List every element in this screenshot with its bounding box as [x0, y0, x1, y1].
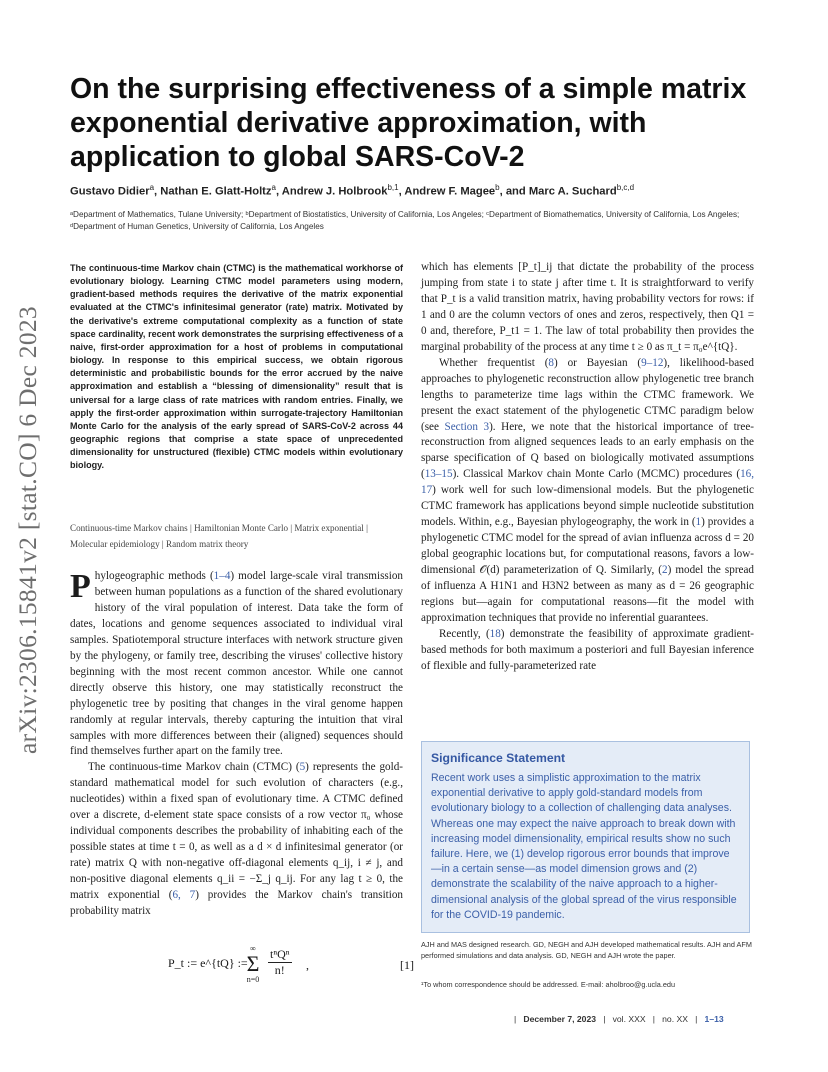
arxiv-id: arXiv:2306.15841v2 [stat.CO] 6 Dec 2023	[13, 306, 42, 754]
equation-lhs: P_t := e^{tQ} :=	[168, 956, 248, 970]
footer-number: no. XX	[662, 1014, 688, 1024]
affiliations: ᵃDepartment of Mathematics, Tulane University; ᵇDepartment of Biostatistics, University of California, Los Angeles; ᶜDepartment of Biomathematics, University of California, Los Angeles; ᵈDepartment of Human Genetics, University of California, Los Angeles	[70, 210, 740, 231]
text-run: ) work well for such low-dimensional models. But the phylogenetic CTMC framework has applications beyond simple nucleotide substitution models. Within, e.g., Bayesian phylogeography, the work in (	[421, 484, 754, 529]
citation-link[interactable]: 18	[489, 627, 501, 640]
author-contributions: AJH and MAS designed research. GD, NEGH and AJH developed mathematical results. AJH and AFM performed simulations and data analysis. GD, NEGH and AJH wrote the paper.	[421, 940, 752, 960]
text-run: Whether frequentist (	[439, 356, 549, 369]
section-link[interactable]: Section 3	[444, 420, 490, 433]
text-run: ). Classical Markov chain Monte Carlo (MCMC) procedures (	[452, 468, 741, 481]
footer-separator: |	[514, 1014, 517, 1024]
citation-link[interactable]: 1	[695, 516, 702, 529]
text-run: The continuous-time Markov chain (CTMC) (	[88, 761, 300, 774]
citation-link[interactable]: 16, 17	[421, 468, 754, 497]
equation-1	[70, 944, 414, 992]
text-run: hylogeographic methods (	[94, 570, 214, 582]
abstract: The continuous-time Markov chain (CTMC) is the mathematical workhorse of evolutionary biology. Learning CTMC model parameters using modern, gradient-based methods requires the derivative of the matrix exponential evaluated at the CTMC's infinitesimal generator (rate) matrix. Motivated by the derivative's extreme computational complexity as a function of state space cardinality, recent work demonstrates the surprising effectiveness of a naive, first-order approximation for a host of problems in computational biology. In response to this empirical success, we obtain rigorous deterministic and probabilistic bounds for the error accrued by the naive approximation and establish a “blessing of dimensionality” result that is universal for a large class of rate matrices with random entries. Finally, we apply the first-order approximation within surrogate-trajectory Hamiltonian Monte Carlo for the analysis of the early spread of SARS-CoV-2 across 44 geographic regions that comprise a state space of unprecedented dimensionality for unstructured (flexible) CTMC models within evolutionary biology.	[70, 263, 403, 471]
fraction-denominator: n!	[274, 963, 285, 977]
author-name: Gustavo Didier	[70, 185, 150, 198]
text-run: Recently, (	[439, 627, 490, 640]
citation-link[interactable]: 9–12	[641, 356, 664, 369]
text-run: ), likelihood-based approaches to phylogenetic reconstruction allow phylogenetic tree branch lengths to parameterize time lags within the CTMC framework. We present the exact statement of the phylogenetic CTMC paradigm below (see	[421, 356, 754, 433]
significance-heading: Significance Statement	[431, 751, 566, 765]
fraction	[268, 947, 292, 978]
text-run: ) or Bayesian (	[554, 356, 642, 369]
sum-symbol: Σ	[246, 951, 260, 976]
author-affil-mark: a	[271, 183, 276, 192]
author-affil-mark: b	[495, 183, 500, 192]
body-right-column	[421, 260, 754, 675]
transition-paragraph: which has elements [P_t]_ij that dictate the probability of the process jumping from state i to state j after time t. It is straightforward to verify that P_t is a valid transition matrix, having probability vectors for rows: if 1 and 0 are the column vectors of ones and zeros, respectively, then Q1 = 0 and, therefore, P_t1 = 1. The law of total probability then provides the marginal probability of the process at any time t ≥ 0 as π_t = π₀e^{tQ}.	[421, 261, 754, 353]
footer-date: December 7, 2023	[523, 1014, 597, 1024]
drop-cap: P	[70, 568, 91, 605]
text-run: ) demonstrate the feasibility of approximate gradient-based methods for both maximum a posteriori and full Bayesian inference of flexible and fully-parameterized rate	[421, 627, 754, 672]
text-run: ) provides the Markov chain's transition probability matrix	[70, 889, 403, 918]
page-footer	[514, 1014, 724, 1024]
footer-pages[interactable]: 1–13	[704, 1014, 724, 1024]
author-affil-mark: a	[149, 183, 155, 192]
text-run: ) model large-scale viral transmission between human populations as a function of the shared evolutionary history of the viral population of interest. Data take the form of dates, locations and genome sequences associated to individual viral samples. Spatiotemporal structure interfaces with network structure given by the phylogeny, or family tree, describing the viruses' collective history beginning with the most recent common ancestor. While one cannot directly observe this history, one may statistically reconstruct the phylogenetic tree by positing that changes in the viral genome happen randomly at regular intervals, thereby capturing the intuition that viral samples with more differences between their (aligned) sequences should find themselves further apart on the family tree.	[70, 570, 403, 758]
text-run: ) model the spread of influenza A H1N1 and H3N2 between as many as d = 26 geographic regions but—again for computational reasons—fit the model with approximation techniques that provide no inferential guarantees.	[421, 564, 754, 624]
footer-separator: |	[603, 1014, 606, 1024]
citation-link[interactable]: 2	[662, 564, 668, 577]
citation-link[interactable]: 13–15	[424, 468, 453, 481]
keywords: Continuous-time Markov chains | Hamiltonian Monte Carlo | Matrix exponential | Molecular epidemiology | Random matrix theory	[70, 523, 368, 549]
equation-number: [1]	[400, 958, 414, 972]
significance-text: Recent work uses a simplistic approximation to the matrix exponential derivative to apply gold-standard models from evolutionary biology to a collection of challenging data analyses. Whereas one may expect the naive approach to break down with increasing model dimensionality, empirical results show no such failure. Here, we (1) develop rigorous error bounds that improve—in a certain sense—as model dimension grows and (2) demonstrate the scalability of the naive approach to a higher-dimensional analysis of the global spread of the virus responsible for the COVID-19 pandemic.	[431, 772, 737, 921]
phylogenetics-paragraph	[421, 356, 754, 627]
author-name: Nathan E. Glatt-Holtz	[160, 185, 272, 198]
body-left-column	[70, 569, 403, 920]
text-run: ). Here, we note that the historical importance of tree-reconstruction from aligned sequences leads to an early emphasis on the sparse specification of Q based on biologically motivated assumptions (	[421, 420, 754, 481]
sum-lower: n=0	[246, 975, 260, 984]
fraction-numerator: tⁿQⁿ	[270, 947, 290, 961]
intro-paragraph	[70, 569, 403, 760]
correspondence-note: ¹To whom correspondence should be addressed. E-mail: aholbroo@g.ucla.edu	[421, 980, 676, 989]
arxiv-side-stamp	[8, 290, 48, 770]
significance-box	[421, 741, 750, 933]
citation-link[interactable]: 6, 7	[172, 889, 196, 902]
recent-work-paragraph	[421, 627, 754, 675]
author-name: Marc A. Suchard	[528, 185, 617, 198]
author-affil-mark: b,1	[387, 183, 399, 192]
author-name: Andrew F. Magee	[404, 185, 496, 198]
text-run: ) provides a phylogenetic CTMC model for the spread of avian influenza across d = 20 global geographic locations but, for computational reasons, favors a low-dimensional 𝒪(d) parameterization of Q. Similarly, (	[421, 516, 755, 577]
author-name: Andrew J. Holbrook	[281, 185, 388, 198]
citation-link[interactable]: 8	[548, 356, 554, 369]
equation-comma: ,	[306, 958, 309, 972]
summation	[242, 944, 264, 984]
author-list: Gustavo Didier$^a$, Nathan E. Glatt-Holtz$^a$, Andrew J. Holbrook$^{b,1}$, Andrew F. Magee$^b$, and Marc A. Suchard$^{b,c,d}$	[70, 183, 635, 198]
ctmc-paragraph	[70, 760, 403, 920]
citation-link[interactable]: 5	[299, 761, 306, 774]
footer-separator: |	[652, 1014, 655, 1024]
sum-upper: ∞	[250, 944, 256, 953]
author-affil-mark: b,c,d	[616, 183, 635, 192]
footer-separator: |	[695, 1014, 698, 1024]
paper-title: On the surprising effectiveness of a simple matrix exponential derivative approximation, with application to global SARS-CoV-2	[70, 73, 747, 173]
text-run: ) represents the gold-standard mathematical model for such evolution of characters (e.g., nucleotides) within a fixed span of evolutionary time. A CTMC defined over a discrete, d-element state space consists of a row vector π₀ whose individual components describes the probability of inhabiting each of the possible states at time t = 0, as well as a d × d infinitesimal generator (or rate) matrix Q with non-negative off-diagonal elements q_ij, i ≠ j, and non-positive diagonal elements q_ii = −Σ_j q_ij. For any lag t ≥ 0, the matrix exponential (	[70, 761, 404, 902]
citation-link[interactable]: 1–4	[213, 570, 231, 582]
footer-volume: vol. XXX	[612, 1014, 646, 1024]
